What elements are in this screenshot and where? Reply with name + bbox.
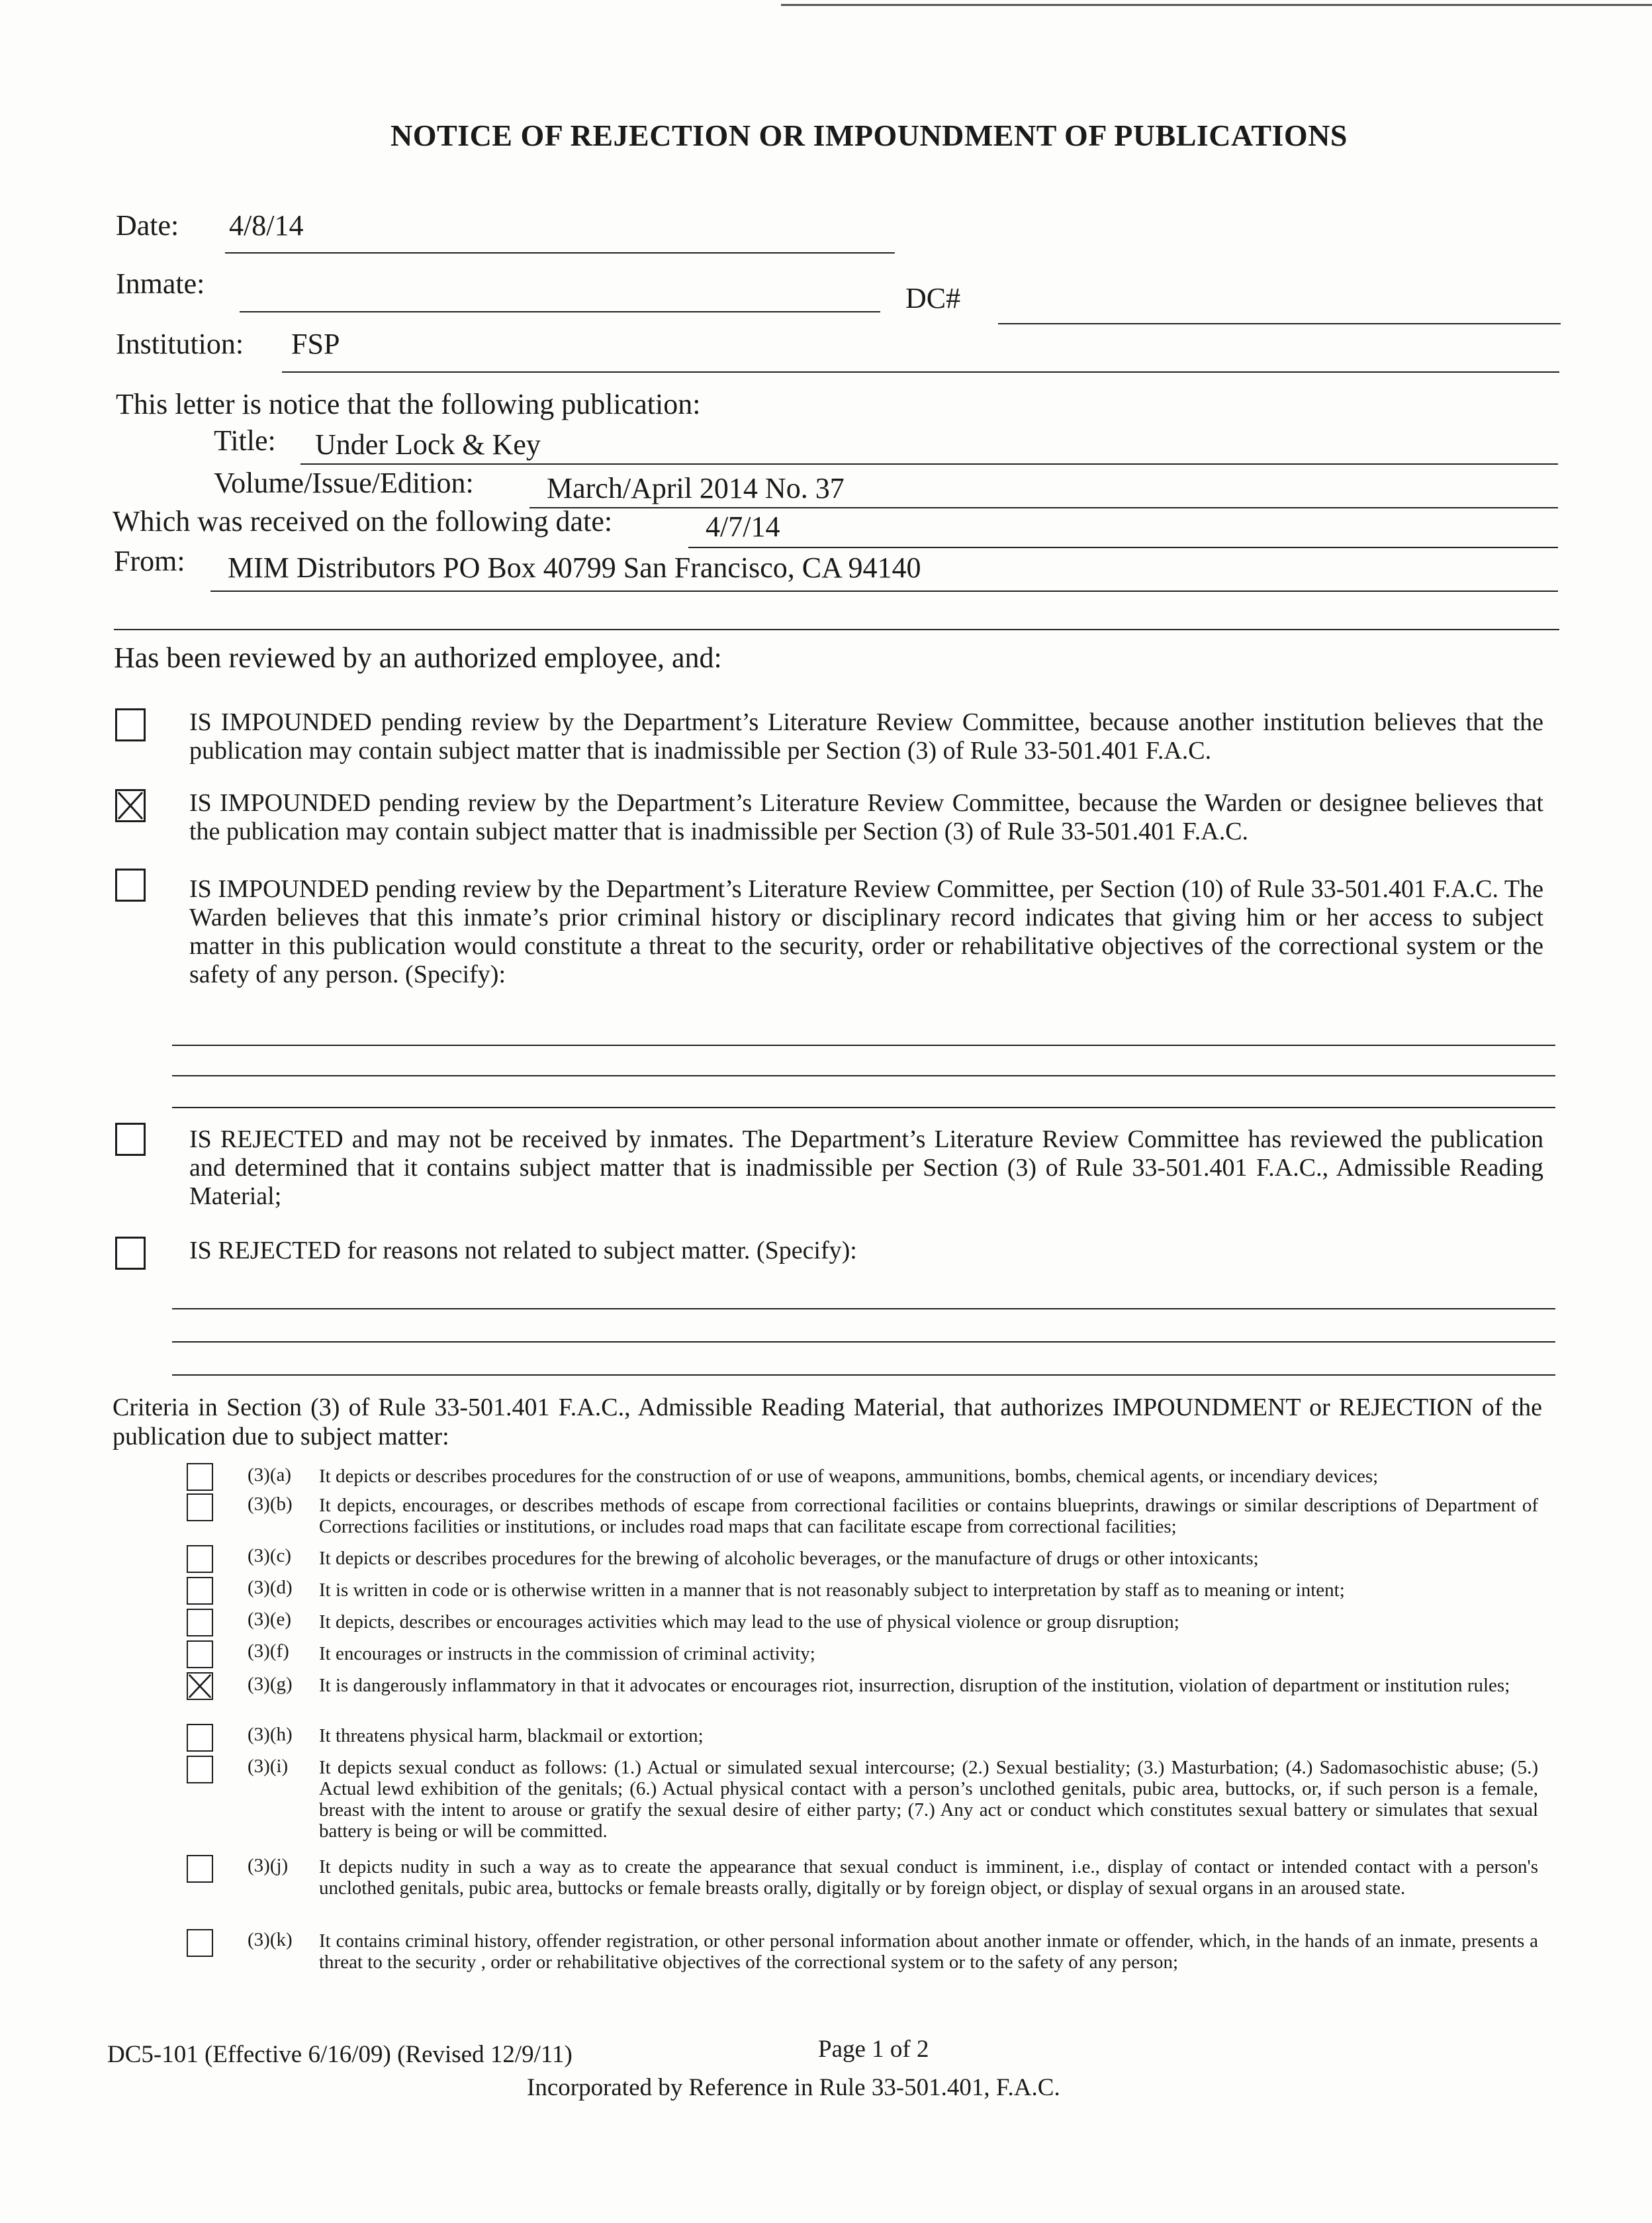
date-label: Date: <box>116 209 179 242</box>
received-underline <box>688 547 1558 548</box>
criteria-g-text: It is dangerously inflammatory in that it advocates or encourages riot, insurrection, disruption of the institution, violation of department or institution rules; <box>319 1675 1510 1696</box>
page-number: Page 1 of 2 <box>818 2036 929 2063</box>
specify-line-6 <box>172 1374 1555 1376</box>
pub-title-value: Under Lock & Key <box>315 428 541 461</box>
criteria-j-code: (3)(j) <box>248 1855 289 1876</box>
blank-line <box>114 629 1559 630</box>
option-1-checkbox[interactable] <box>115 708 146 741</box>
option-4-text: IS REJECTED and may not be received by inmates. The Department’s Literature Review Committee has reviewed the publication and determined that it contains subject matter that is inadmissible per Section (3) of Rule 33-501.401 F.A.C., Admissible Reading Material; <box>189 1125 1543 1210</box>
inmate-label: Inmate: <box>116 267 205 300</box>
criteria-k-code: (3)(k) <box>248 1929 293 1950</box>
specify-line-4 <box>172 1308 1555 1309</box>
reviewed-text: Has been reviewed by an authorized employee, and: <box>114 641 722 674</box>
criteria-e-checkbox[interactable] <box>187 1609 213 1636</box>
institution-label: Institution: <box>116 328 244 360</box>
criteria-b-code: (3)(b) <box>248 1493 293 1515</box>
criteria-j-checkbox[interactable] <box>187 1855 213 1883</box>
from-underline <box>210 591 1558 592</box>
criteria-g-checkbox[interactable] <box>187 1672 213 1700</box>
criteria-d-code: (3)(d) <box>248 1577 293 1598</box>
criteria-j-text: It depicts nudity in such a way as to create the appearance that sexual conduct is imminent, i.e., display of contact or intended contact with a person's unclothed genitals, pubic area, buttocks or female breasts orally, digitally or by foreign object, or display of sexual organs in an aroused state. <box>319 1856 1538 1899</box>
institution-value: FSP <box>291 328 340 360</box>
option-5-checkbox[interactable] <box>115 1237 146 1270</box>
criteria-a-text: It depicts or describes procedures for the construction of or use of weapons, ammunitions, bombs, chemical agents, or incendiary devices; <box>319 1466 1379 1487</box>
criteria-h-text: It threatens physical harm, blackmail or extortion; <box>319 1725 704 1746</box>
criteria-a-checkbox[interactable] <box>187 1463 213 1491</box>
criteria-d-text: It is written in code or is otherwise written in a manner that is not reasonably subject to interpretation by staff as to meaning or intent; <box>319 1580 1345 1601</box>
criteria-h-code: (3)(h) <box>248 1724 293 1745</box>
option-2-text: IS IMPOUNDED pending review by the Department’s Literature Review Committee, because the Warden or designee believes that the publication may contain subject matter that is inadmissible per Section (3) of Rule 33-501.401 F.A.C. <box>189 789 1543 845</box>
from-value: MIM Distributors PO Box 40799 San Francisco, CA 94140 <box>228 551 921 584</box>
specify-line-1 <box>172 1045 1555 1046</box>
option-1-text: IS IMPOUNDED pending review by the Department’s Literature Review Committee, because another institution believes that the publication may contain subject matter that is inadmissible per Section (3) of Rule 33-501.401 F.A.C. <box>189 708 1543 765</box>
criteria-c-text: It depicts or describes procedures for the brewing of alcoholic beverages, or the manufacture of drugs or other intoxicants; <box>319 1548 1259 1569</box>
criteria-g-code: (3)(g) <box>248 1674 293 1695</box>
criteria-b-text: It depicts, encourages, or describes methods of escape from correctional facilities or contains blueprints, drawings or similar descriptions of Department of Corrections facilities or institutions, or includes road maps that can facilitate escape from correctional facilities; <box>319 1495 1538 1537</box>
received-value: 4/7/14 <box>706 510 780 543</box>
received-label: Which was received on the following date: <box>113 505 613 538</box>
volume-underline <box>529 507 1558 508</box>
date-value: 4/8/14 <box>229 209 304 242</box>
inmate-underline <box>240 311 880 312</box>
specify-line-3 <box>172 1107 1555 1108</box>
option-4-checkbox[interactable] <box>115 1123 146 1156</box>
criteria-i-text: It depicts sexual conduct as follows: (1.) Actual or simulated sexual intercourse; (2.) Sexual bestiality; (3.) Masturbation; (4.) Sadomasochistic abuse; (5.) Actual lewd exhibition of the genitals; (6.) Actual physical contact with a person’s unclothed genitals, pubic area, buttocks, or, if such person is a female, breast with the intent to arouse or gratify the sexual desire of either party; (7.) Any act or conduct which constitutes sexual battery or simulates that sexual battery is being or will be committed. <box>319 1757 1538 1842</box>
option-3-checkbox[interactable] <box>115 869 146 902</box>
option-5-text: IS REJECTED for reasons not related to subject matter. (Specify): <box>189 1237 857 1264</box>
criteria-k-checkbox[interactable] <box>187 1929 213 1957</box>
checked-x-icon <box>188 1674 212 1699</box>
criteria-f-text: It encourages or instructs in the commission of criminal activity; <box>319 1643 815 1664</box>
pub-title-label: Title: <box>214 424 276 457</box>
pub-title-underline <box>300 463 1558 465</box>
form-id: DC5-101 (Effective 6/16/09) (Revised 12/9/11) <box>107 2041 573 2068</box>
option-3-text: IS IMPOUNDED pending review by the Department’s Literature Review Committee, per Section (10) of Rule 33-501.401 F.A.C. The Warden believes that this inmate’s prior criminal history or disciplinary record indicates that giving him or her access to subject matter in this publication would constitute a threat to the security, order or rehabilitative objectives of the correctional system or the safety of any person. (Specify): <box>189 875 1543 988</box>
specify-line-2 <box>172 1075 1555 1076</box>
from-label: From: <box>114 545 185 577</box>
criteria-b-checkbox[interactable] <box>187 1493 213 1521</box>
institution-underline <box>282 371 1559 373</box>
page-title: NOTICE OF REJECTION OR IMPOUNDMENT OF PUBLICATIONS <box>390 118 1348 152</box>
dc-label: DC# <box>905 282 961 314</box>
criteria-a-code: (3)(a) <box>248 1464 292 1486</box>
criteria-h-checkbox[interactable] <box>187 1724 213 1752</box>
publication-intro: This letter is notice that the following publication: <box>116 388 701 420</box>
criteria-d-checkbox[interactable] <box>187 1577 213 1605</box>
criteria-intro: Criteria in Section (3) of Rule 33-501.401 F.A.C., Admissible Reading Material, that authorizes IMPOUNDMENT or REJECTION of the publication due to subject matter: <box>113 1394 1542 1450</box>
specify-line-5 <box>172 1341 1555 1343</box>
criteria-i-code: (3)(i) <box>248 1756 289 1777</box>
criteria-c-checkbox[interactable] <box>187 1545 213 1573</box>
dc-underline <box>998 323 1561 324</box>
checked-x-icon <box>117 791 144 820</box>
date-underline <box>225 252 895 254</box>
scan-edge-line <box>781 4 1652 6</box>
criteria-f-code: (3)(f) <box>248 1640 289 1662</box>
volume-label: Volume/Issue/Edition: <box>214 467 474 499</box>
criteria-c-code: (3)(c) <box>248 1545 292 1566</box>
criteria-e-code: (3)(e) <box>248 1609 292 1630</box>
criteria-f-checkbox[interactable] <box>187 1640 213 1668</box>
criteria-e-text: It depicts, describes or encourages activities which may lead to the use of physical violence or group disruption; <box>319 1611 1179 1632</box>
volume-value: March/April 2014 No. 37 <box>547 472 845 504</box>
incorporated-text: Incorporated by Reference in Rule 33-501.401, F.A.C. <box>527 2074 1060 2101</box>
criteria-i-checkbox[interactable] <box>187 1756 213 1783</box>
option-2-checkbox[interactable] <box>115 789 146 822</box>
criteria-k-text: It contains criminal history, offender registration, or other personal information about another inmate or offender, which, in the hands of an inmate, presents a threat to the security , order or rehabilitative objectives of the correctional system or to the safety of any person; <box>319 1930 1538 1973</box>
